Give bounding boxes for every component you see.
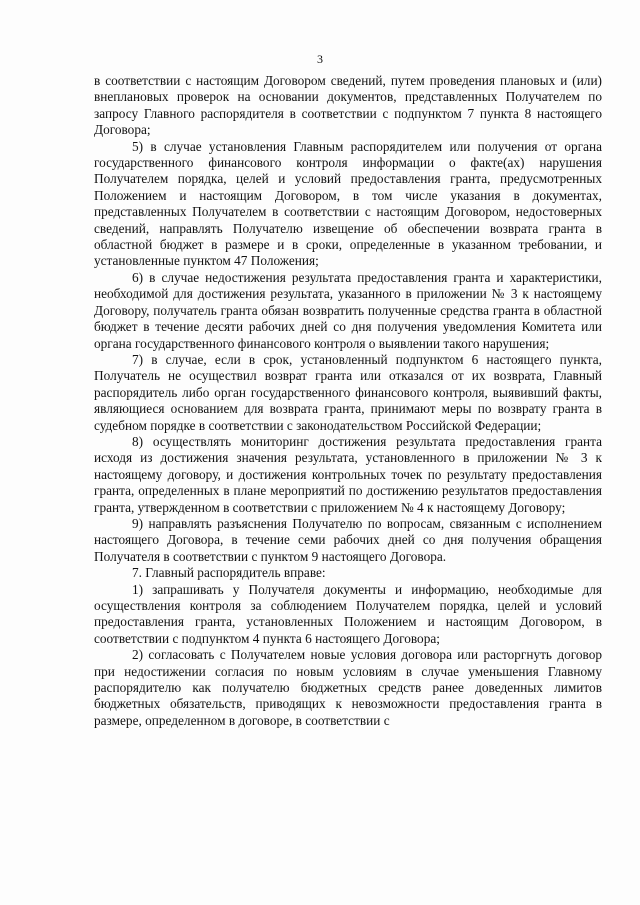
section-heading-7: 7. Главный распорядитель вправе:	[132, 565, 326, 581]
paragraph-item-9: 9) направлять разъяснения Получателю по вопросам, связанным с исполнением настоящего Договора, в течение семи рабочих дней со дня получения обращения Получателя в соответствии с пунктом 9 настоящего Договора.	[94, 515, 602, 564]
paragraph-right-1: 1) запрашивать у Получателя документы и информацию, необходимые для осуществления контроля за соблюдением Получателем порядка, целей и условий предоставления гранта, установленных Положением и настоящим Договором, в соответствии с подпунктом 4 пункта 6 настоящего Договора;	[94, 581, 602, 646]
paragraph-item-7: 7) в случае, если в срок, установленный подпунктом 6 настоящего пункта, Получатель не осуществил возврат гранта или отказался от их возврата, Главный распорядитель либо орган государственного финансового контроля, выявивший факты, являющиеся основанием для возврата гранта, принимают меры по возврату гранта в судебном порядке в соответствии с законодательством Российской Федерации;	[94, 351, 602, 433]
paragraph-item-8: 8) осуществлять мониторинг достижения результата предоставления гранта исходя из достижения значения результата, установленного в приложении № 3 к настоящему договору, и достижения контрольных точек по результату предоставления гранта, определенных в плане мероприятий по достижению результатов предоставления гранта, утвержденном в соответствии с приложением № 4 к настоящему Договору;	[94, 433, 602, 515]
paragraph-right-2: 2) согласовать с Получателем новые условия договора или расторгнуть договор при недостижении согласия по новым условиям в случае уменьшения Главному распорядителю как получателю бюджетных средств ранее доведенных лимитов бюджетных обязательств, приводящих к невозможности предоставления гранта в размере, определенном в договоре, в соответствии с	[94, 647, 602, 728]
document-body	[94, 73, 602, 729]
paragraph-continuation: в соответствии с настоящим Договором сведений, путем проведения плановых и (или) внеплановых проверок на основании документов, представленных Получателем по запросу Главного распорядителя в соответствии с подпунктом 7 пункта 8 настоящего Договора;	[94, 73, 602, 138]
paragraph-item-5: 5) в случае установления Главным распорядителем или получения от органа государственного финансового контроля информации о факте(ах) нарушения Получателем порядка, целей и условий предоставления гранта, предусмотренных Положением и настоящим Договором, в том числе указания в документах, представленных Получателем в соответствии с настоящим Договором, недостоверных сведений, направлять Получателю извещение об обеспечении возврата гранта в областной бюджет в размере и в сроки, определенные в указанном требовании, и установленные пунктом 47 Положения;	[94, 138, 602, 269]
paragraph-item-6: 6) в случае недостижения результата предоставления гранта и характеристики, необходимой для достижения результата, указанного в приложении № 3 к настоящему Договору, получатель гранта обязан возвратить полученные средства гранта в областной бюджет в течение десяти рабочих дней со дня получения уведомления Комитета или органа государственного финансового контроля о выявлении такого нарушения;	[94, 269, 602, 351]
page-number: 3	[317, 52, 323, 66]
